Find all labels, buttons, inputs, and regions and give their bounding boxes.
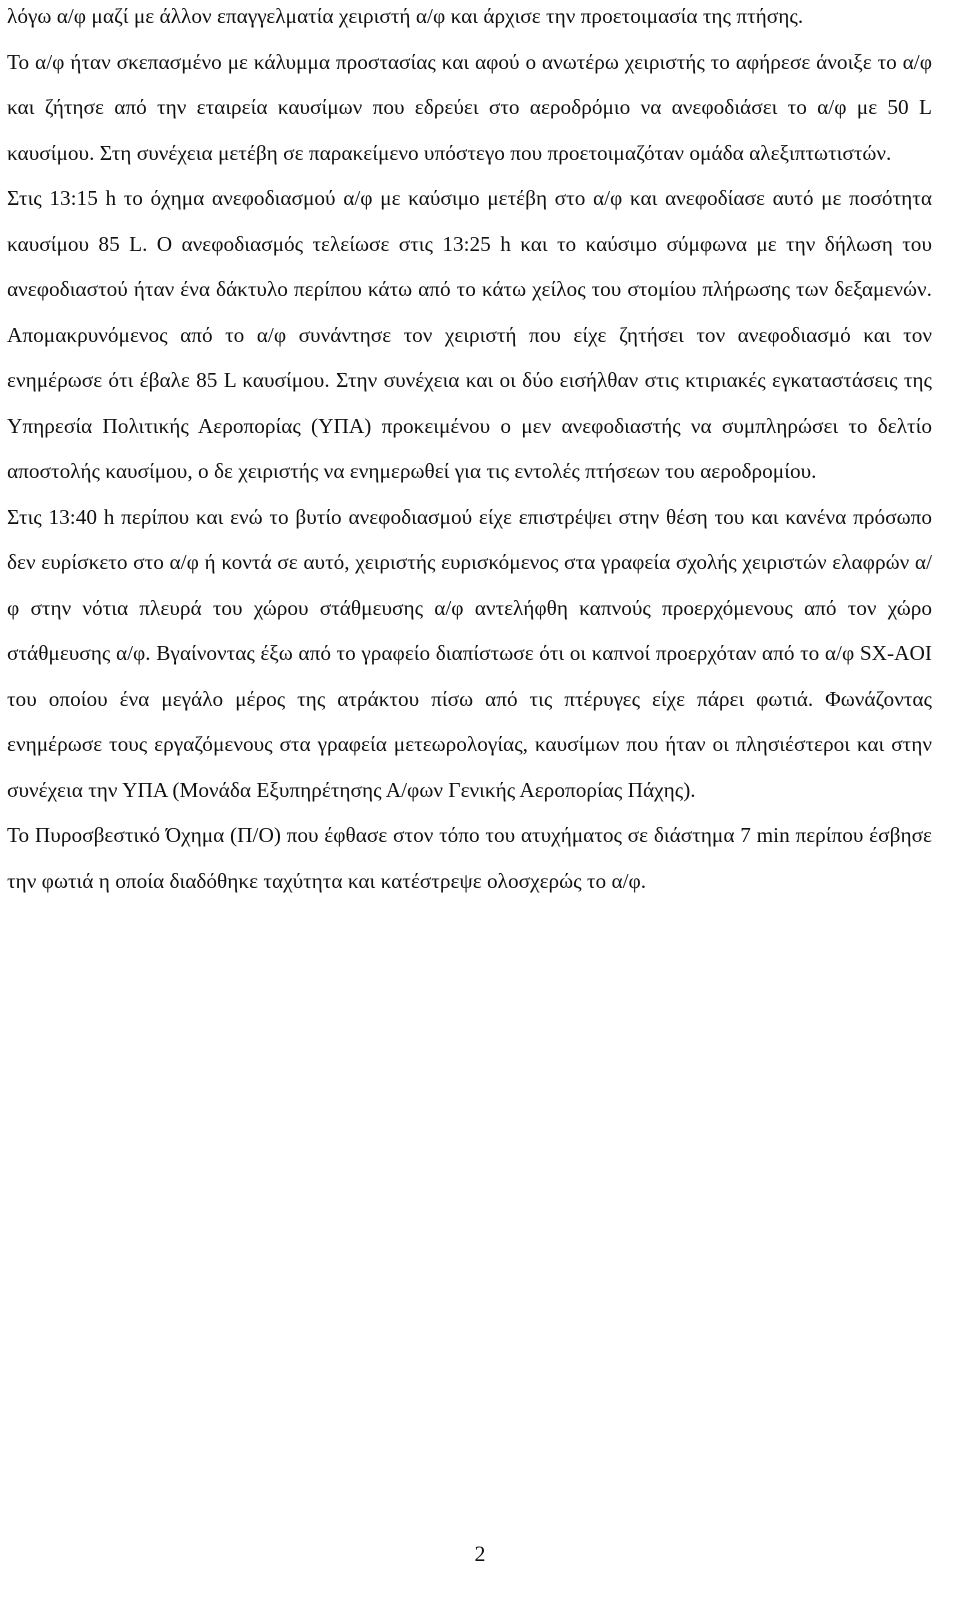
paragraph-4: Στις 13:40 h περίπου και ενώ το βυτίο ανεφοδιασμού είχε επιστρέψει στην θέση του και κανένα πρόσωπο δεν ευρίσκετο στο α/φ ή κοντά σε αυτό, χειριστής ευρισκόμενος στα γραφεία σχολής χειριστών ελαφρών α/φ στην νότια πλευρά του χώρου στάθμευσης α/φ αντελήφθη καπνούς προερχόμενους από τον χώρο στάθμευσης α/φ. Βγαίνοντας έξω από το γραφείο διαπίστωσε ότι οι καπνοί προερχόταν από το α/φ SX-AOI του οποίου ένα μεγάλο μέρος της ατράκτου πίσω από τις πτέρυγες είχε πάρει φωτιά. Φωνάζοντας ενημέρωσε τους εργαζόμενους στα γραφεία μετεωρολογίας, καυσίμων που ήταν οι πλησιέστεροι και στην συνέχεια την ΥΠΑ (Μονάδα Εξυπηρέτησης Α/φων Γενικής Αεροπορίας Πάχης).	[7, 504, 932, 802]
paragraph-2: Το α/φ ήταν σκεπασμένο με κάλυμμα προστασίας και αφού ο ανωτέρω χειριστής το αφήρεσε άνοιξε το α/φ και ζήτησε από την εταιρεία καυσίμων που εδρεύει στο αεροδρόμιο να ανεφοδιάσει το α/φ με 50 L καυσίμου. Στη συνέχεια μετέβη σε παρακείμενο υπόστεγο που προετοιμαζόταν ομάδα αλεξιπτωτιστών.	[7, 49, 932, 165]
paragraph-1: λόγω α/φ μαζί με άλλον επαγγελματία χειριστή α/φ και άρχισε την προετοιμασία της πτήσης.	[7, 4, 804, 28]
body-text	[7, 0, 932, 904]
page-number: 2	[474, 1541, 486, 1566]
paragraph-5: Το Πυροσβεστικό Όχημα (Π/Ο) που έφθασε στον τόπο του ατυχήματος σε διάστημα 7 min περίπου έσβησε την φωτιά η οποία διαδόθηκε ταχύτητα και κατέστρεψε ολοσχερώς το α/φ.	[7, 823, 932, 893]
paragraph-3: Στις 13:15 h το όχημα ανεφοδιασμού α/φ με καύσιμο μετέβη στο α/φ και ανεφοδίασε αυτό με ποσότητα καυσίμου 85 L. Ο ανεφοδιασμός τελείωσε στις 13:25 h και το καύσιμο σύμφωνα με την δήλωση του ανεφοδιαστού ήταν ένα δάκτυλο περίπου κάτω από το κάτω χείλος του στομίου πλήρωσης των δεξαμενών. Απομακρυνόμενος από το α/φ συνάντησε τον χειριστή που είχε ζητήσει τον ανεφοδιασμό και τον ενημέρωσε ότι έβαλε 85 L καυσίμου. Στην συνέχεια και οι δύο εισήλθαν στις κτιριακές εγκαταστάσεις της Υπηρεσία Πολιτικής Αεροπορίας (ΥΠΑ) προκειμένου ο μεν ανεφοδιαστής να συμπληρώσει το δελτίο αποστολής καυσίμου, ο δε χειριστής να ενημερωθεί για τις εντολές πτήσεων του αεροδρομίου.	[7, 186, 932, 483]
